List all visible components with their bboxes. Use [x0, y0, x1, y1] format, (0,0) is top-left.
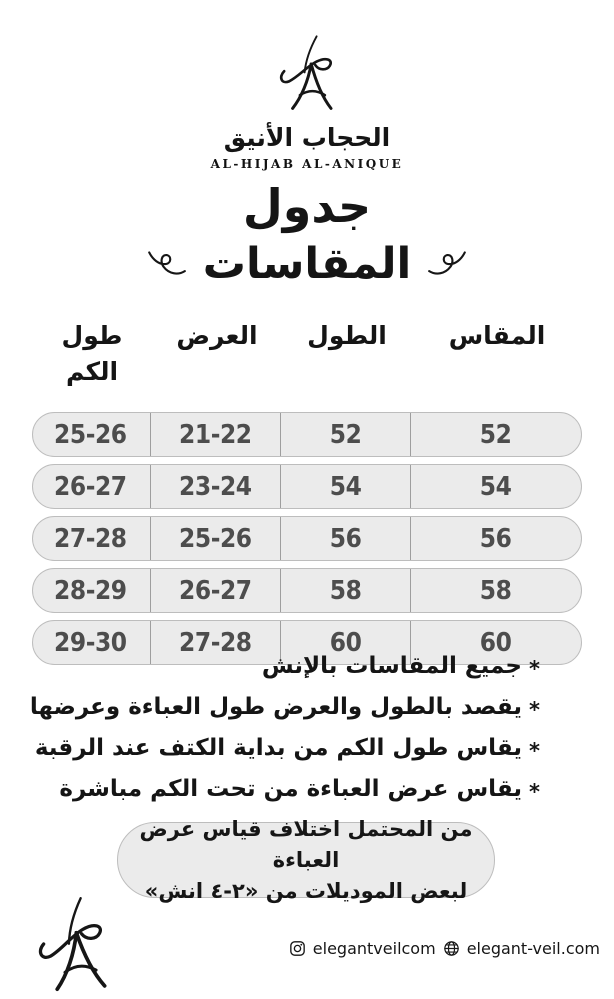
- cell-width: 23-24: [151, 465, 281, 508]
- note-item: [30, 769, 540, 810]
- cell-sleeve: 26-27: [32, 465, 151, 508]
- brand-monogram-icon: [21, 893, 124, 997]
- size-table: [32, 318, 582, 672]
- cell-size: 52: [480, 419, 512, 450]
- flourish-left-icon: [427, 248, 467, 280]
- cell-size: 56: [480, 523, 512, 554]
- table-row: [32, 568, 582, 613]
- table-row: [32, 516, 582, 561]
- globe-icon: [443, 940, 460, 957]
- footer-contacts: [289, 939, 600, 958]
- brand-name-latin: AL-HIJAB AL-ANIQUE: [210, 157, 404, 172]
- note-text: يقاس عرض العباءة من تحت الكم مباشرة: [59, 776, 523, 802]
- note-text: يقصد بالطول والعرض طول العباءة وعرضها: [29, 694, 523, 720]
- note-item: [30, 646, 540, 687]
- page-title-line1: جدول: [242, 179, 372, 233]
- note-text: يقاس طول الكم من بداية الكتف عند الرقبة: [34, 735, 523, 761]
- cell-width: 27-28: [151, 621, 281, 664]
- cell-width: 21-22: [151, 413, 281, 456]
- note-text: جميع المقاسات بالإنش: [261, 653, 523, 679]
- instagram-handle[interactable]: elegantveilcom: [312, 939, 436, 958]
- page-title-line2: المقاسات: [202, 239, 412, 289]
- cell-size: 60: [480, 627, 512, 658]
- notes-list: [30, 646, 540, 810]
- note-bullet: *: [529, 698, 540, 722]
- disclaimer-line1: من المحتمل اختلاف قياس عرض العباءة: [139, 816, 473, 872]
- cell-width: 25-26: [151, 517, 281, 560]
- note-bullet: *: [529, 780, 540, 804]
- cell-size: 58: [480, 575, 512, 606]
- cell-sleeve: 25-26: [32, 413, 151, 456]
- instagram-icon: [289, 940, 306, 957]
- column-header-width: العرض: [176, 321, 258, 350]
- disclaimer-line2: لبعض الموديلات من «٢-٤ انش»: [144, 878, 468, 903]
- brand-header: [0, 34, 614, 171]
- cell-length: 54: [281, 465, 411, 508]
- table-row: [32, 412, 582, 457]
- page-title: [0, 178, 614, 290]
- brand-name-arabic: الحجاب الأنيق: [223, 123, 391, 153]
- cell-length: 58: [281, 569, 411, 612]
- table-row: [32, 464, 582, 509]
- disclaimer-box: [117, 816, 495, 903]
- cell-sleeve: 29-30: [32, 621, 151, 664]
- column-header-length: الطول: [307, 321, 387, 350]
- column-header-size: المقاس: [448, 321, 546, 350]
- flourish-right-icon: [147, 248, 187, 280]
- cell-size: 54: [480, 471, 512, 502]
- cell-length: 56: [281, 517, 411, 560]
- note-item: [30, 728, 540, 769]
- cell-width: 26-27: [151, 569, 281, 612]
- note-bullet: *: [529, 657, 540, 681]
- cell-length: 52: [281, 413, 411, 456]
- note-item: [30, 687, 540, 728]
- cell-sleeve: 27-28: [32, 517, 151, 560]
- size-table-header-row: [32, 318, 582, 390]
- brand-monogram-icon: [277, 34, 337, 114]
- website-url[interactable]: elegant-veil.com: [466, 939, 600, 958]
- note-bullet: *: [529, 739, 540, 763]
- cell-sleeve: 28-29: [32, 569, 151, 612]
- column-header-sleeve: طول الكم: [61, 321, 123, 386]
- cell-length: 60: [281, 621, 411, 664]
